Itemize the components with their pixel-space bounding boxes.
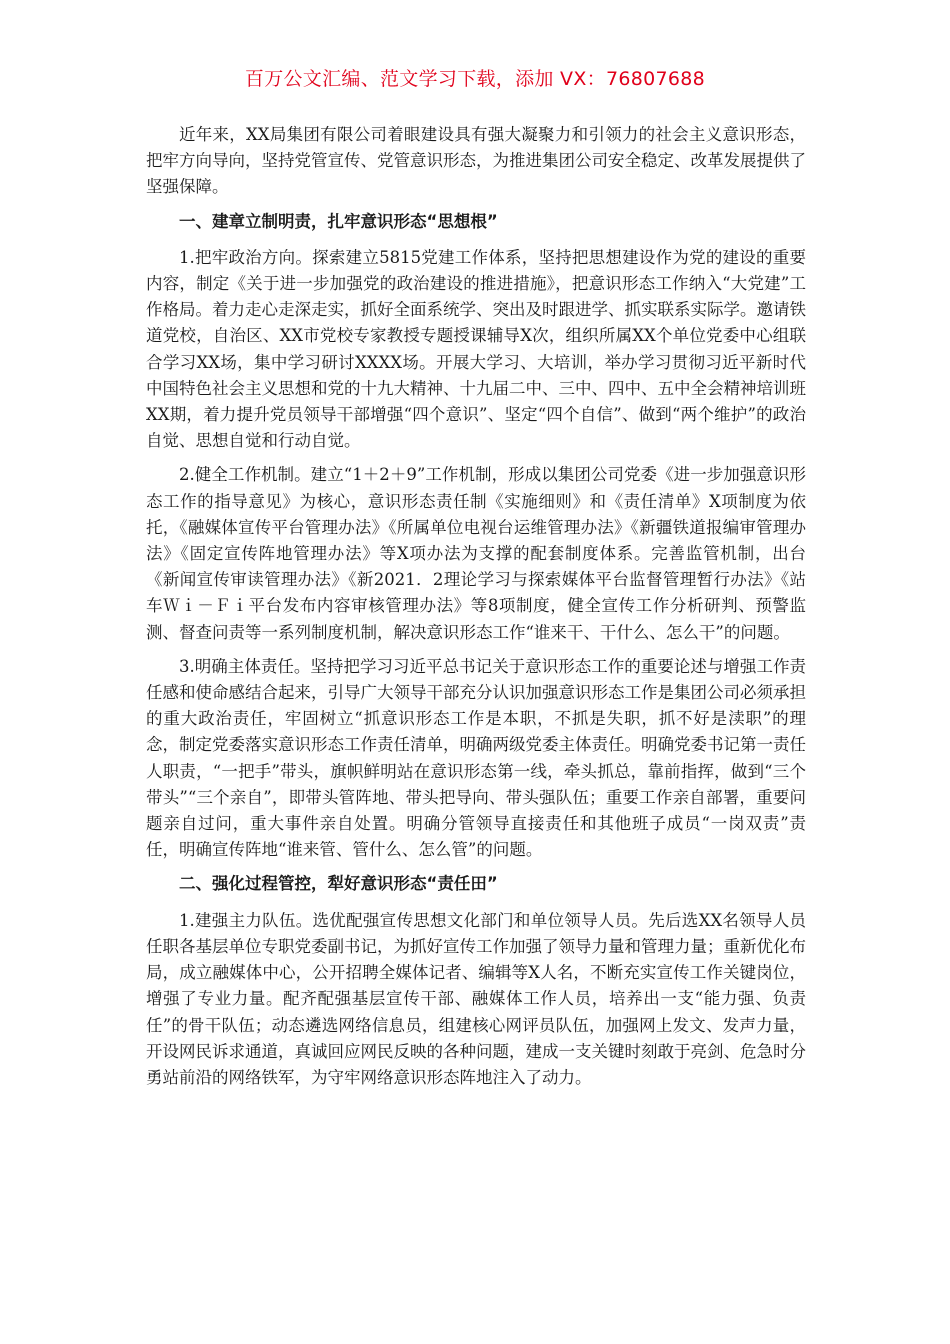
section-1-paragraph-3: 3.明确主体责任。坚持把学习习近平总书记关于意识形态工作的重要论述与增强工作责任感和使命感结合起来，引导广大领导干部充分认识加强意识形态工作是集团公司必须承担的重大政治责任，牢固树立“抓意识形态工作是本职，不抓是失职，抓不好是渎职”的理念，制定党委落实意识形态工作责任清单，明确两级党委主体责任。明确党委书记第一责任人职责，“一把手”带头，旗帜鲜明站在意识形态第一线，牵头抓总，靠前指挥，做到“三个带头”“三个亲自”，即带头管阵地、带头把导向、带头强队伍；重要工作亲自部署，重要问题亲自过问，重大事件亲自处置。明确分管领导直接责任和其他班子成员“一岗双责”责任，明确宣传阵地“谁来管、管什么、怎么管”的问题。 — [146, 656, 806, 860]
section-1-paragraph-1: 1.把牢政治方向。探索建立5815党建工作体系，坚持把思想建设作为党的建设的重要内容，制定《关于进一步加强党的政治建设的推进措施》，把意识形态工作纳入“大党建”工作格局。着力走心走深走实，抓好全面系统学、突出及时跟进学、抓实联系实际学。邀请铁道党校，自治区、XX市党校专家教授专题授课辅导X次，组织所属XX个单位党委中心组联合学习XX场，集中学习研讨XXXX场。开展大学习、大培训，举办学习贯彻习近平新时代中国特色社会主义思想和党的十九大精神、十九届二中、三中、四中、五中全会精神培训班XX期，着力提升党员领导干部增强“四个意识”、坚定“四个自信”、做到“两个维护”的政治自觉、思想自觉和行动自觉。 — [146, 247, 806, 451]
section-1-heading: 一、建章立制明责，扎牢意识形态“思想根” — [179, 211, 498, 231]
document-body — [146, 122, 806, 1099]
section-2-heading: 二、强化过程管控，犁好意识形态“责任田” — [179, 874, 498, 894]
intro-paragraph: 近年来，XX局集团有限公司着眼建设具有强大凝聚力和引领力的社会主义意识形态，把牢方向导向，坚持党管宣传、党管意识形态，为推进集团公司安全稳定、改革发展提供了坚强保障。 — [146, 125, 806, 197]
section-2-paragraph-1: 1.建强主力队伍。选优配强宣传思想文化部门和单位领导人员。先后选XX名领导人员任职各基层单位专职党委副书记，为抓好宣传工作加强了领导力量和管理力量；重新优化布局，成立融媒体中心，公开招聘全媒体记者、编辑等X人名，不断充实宣传工作关键岗位，增强了专业力量。配齐配强基层宣传干部、融媒体工作人员，培养出一支“能力强、负责任”的骨干队伍；动态遴选网络信息员，组建核心网评员队伍，加强网上发文、发声力量，开设网民诉求通道，真诚回应网民反映的各种问题，建成一支关键时刻敢于亮剑、危急时分勇站前沿的网络铁军，为守牢网络意识形态阵地注入了动力。 — [146, 910, 806, 1087]
header-banner: 百万公文汇编、范文学习下载，添加 VX：76807688 — [244, 68, 706, 90]
section-1-paragraph-2: 2.健全工作机制。建立“1＋2＋9”工作机制，形成以集团公司党委《进一步加强意识形态工作的指导意见》为核心，意识形态责任制《实施细则》和《责任清单》X项制度为依托，《融媒体宣传平台管理办法》《所属单位电视台运维管理办法》《新疆铁道报编审管理办法》《固定宣传阵地管理办法》等X项办法为支撑的配套制度体系。完善监管机制，出台《新闻宣传审读管理办法》《新2021．2理论学习与探索媒体平台监督管理暂行办法》《站车Ｗｉ－Ｆｉ平台发布内容审核管理办法》等8项制度，健全宣传工作分析研判、预警监测、督查问责等一系列制度机制，解决意识形态工作“谁来干、干什么、怎么干”的问题。 — [146, 465, 806, 642]
